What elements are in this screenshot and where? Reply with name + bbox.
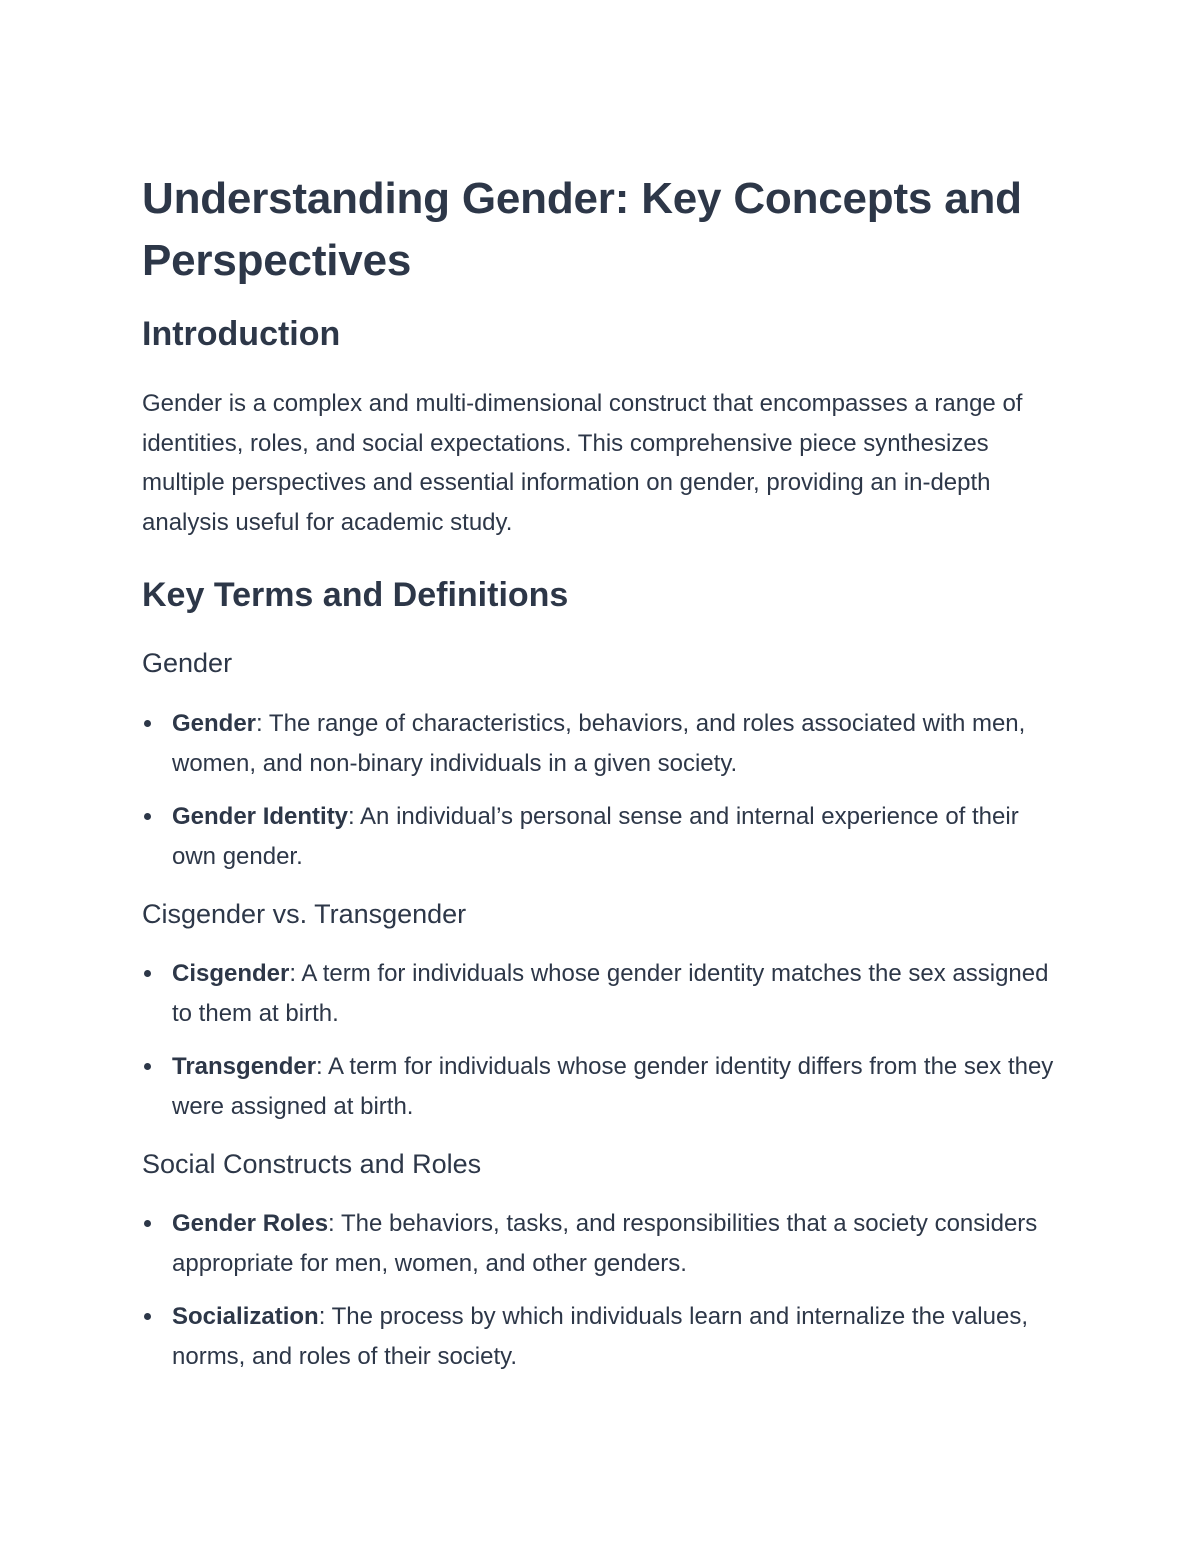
definition-item [142,797,1060,877]
definition-text: : A term for individuals whose gender identity differs from the sex they were assigned at birth. [172,1053,1054,1120]
section-heading-gender: Gender [142,648,233,678]
definition-text: : The process by which individuals learn and internalize the values, norms, and roles of their society. [172,1303,1028,1370]
definition-text: : The behaviors, tasks, and responsibilities that a society considers appropriate for men, women, and other genders. [172,1210,1038,1277]
definition-item [142,954,1060,1034]
definition-term: Gender [172,710,257,737]
definition-text: : A term for individuals whose gender identity matches the sex assigned to them at birth. [172,960,1049,1027]
definition-text: : The range of characteristics, behaviors, and roles associated with men, women, and non-binary individuals in a given society. [172,710,1026,777]
definition-term: Cisgender [172,960,290,987]
introduction-heading: Introduction [142,315,341,353]
definition-item [142,1047,1060,1127]
definition-term: Transgender [172,1053,317,1080]
definition-list [142,954,1060,1127]
key-terms-heading: Key Terms and Definitions [142,576,569,614]
bullet-icon [144,1063,151,1070]
definition-term: Socialization [172,1303,319,1330]
definition-text: : An individual’s personal sense and internal experience of their own gender. [172,803,1019,870]
definition-term: Gender Roles [172,1210,329,1237]
section-heading-cisgender-transgender: Cisgender vs. Transgender [142,899,467,929]
document-title: Understanding Gender: Key Concepts and Perspectives [142,174,1022,285]
bullet-icon [144,970,151,977]
section-heading-social-constructs: Social Constructs and Roles [142,1149,482,1179]
definition-term: Gender Identity [172,803,349,830]
bullet-icon [144,720,151,727]
introduction-paragraph: Gender is a complex and multi-dimensional construct that encompasses a range of identities, roles, and social expectations. This comprehensive piece synthesizes multiple perspectives and essential information on gender, providing an in-depth analysis useful for academic study. [142,390,1023,536]
bullet-icon [144,813,151,820]
definition-item [142,704,1060,784]
bullet-icon [144,1313,151,1320]
definition-item [142,1297,1060,1377]
definition-item [142,1204,1060,1284]
bullet-icon [144,1220,151,1227]
definition-list [142,704,1060,877]
definition-list [142,1204,1060,1377]
